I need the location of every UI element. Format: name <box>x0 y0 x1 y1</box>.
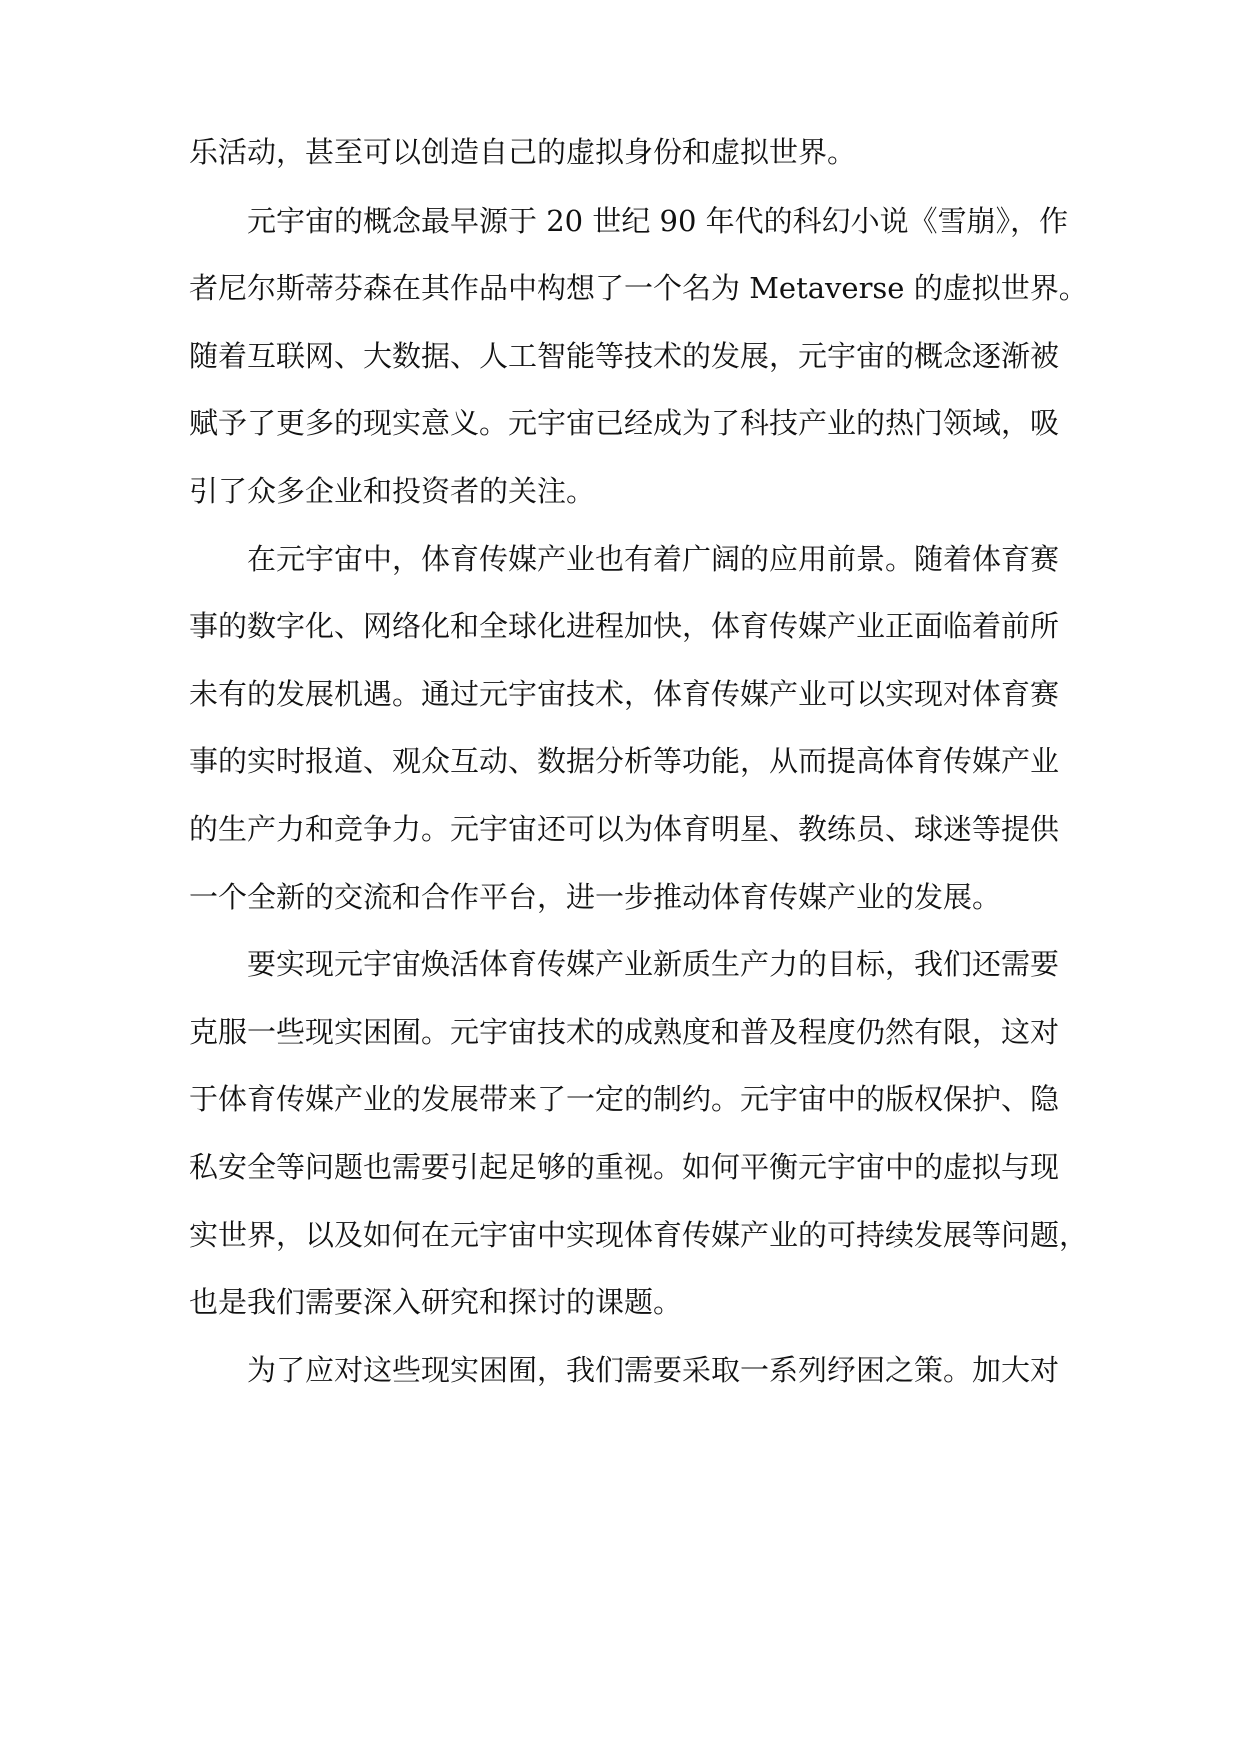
text-line: 也是我们需要深入研究和探讨的课题。 <box>189 1285 683 1319</box>
text-line: 克服一些现实困囿。元宇宙技术的成熟度和普及程度仍然有限，这对 <box>189 1015 1060 1049</box>
text-line: 事的实时报道、观众互动、数据分析等功能，从而提高体育传媒产业 <box>189 744 1060 778</box>
text-line: 随着互联网、大数据、人工智能等技术的发展，元宇宙的概念逐渐被 <box>189 339 1060 373</box>
paragraph-first-line: 要实现元宇宙焕活体育传媒产业新质生产力的目标，我们还需要 <box>247 947 1060 981</box>
text-line: 于体育传媒产业的发展带来了一定的制约。元宇宙中的版权保护、隐 <box>189 1082 1060 1116</box>
text-line: 引了众多企业和投资者的关注。 <box>189 474 596 508</box>
text-line: 私安全等问题也需要引起足够的重视。如何平衡元宇宙中的虚拟与现 <box>189 1150 1060 1184</box>
text-line: 实世界，以及如何在元宇宙中实现体育传媒产业的可持续发展等问题， <box>189 1218 1089 1252</box>
text-line: 者尼尔斯蒂芬森在其作品中构想了一个名为 Metaverse 的虚拟世界。 <box>189 271 1088 305</box>
text-line: 乐活动，甚至可以创造自己的虚拟身份和虚拟世界。 <box>189 135 857 169</box>
paragraph-first-line: 为了应对这些现实困囿，我们需要采取一系列纾困之策。加大对 <box>247 1353 1060 1387</box>
paragraph-first-line: 在元宇宙中，体育传媒产业也有着广阔的应用前景。随着体育赛 <box>247 542 1060 576</box>
text-line: 一个全新的交流和合作平台，进一步推动体育传媒产业的发展。 <box>189 880 1002 914</box>
text-line: 赋予了更多的现实意义。元宇宙已经成为了科技产业的热门领域，吸 <box>189 406 1060 440</box>
paragraph-first-line: 元宇宙的概念最早源于 20 世纪 90 年代的科幻小说《雪崩》，作 <box>247 204 1069 238</box>
text-line: 事的数字化、网络化和全球化进程加快，体育传媒产业正面临着前所 <box>189 609 1060 643</box>
text-line: 未有的发展机遇。通过元宇宙技术，体育传媒产业可以实现对体育赛 <box>189 677 1060 711</box>
text-line: 的生产力和竞争力。元宇宙还可以为体育明星、教练员、球迷等提供 <box>189 812 1060 846</box>
